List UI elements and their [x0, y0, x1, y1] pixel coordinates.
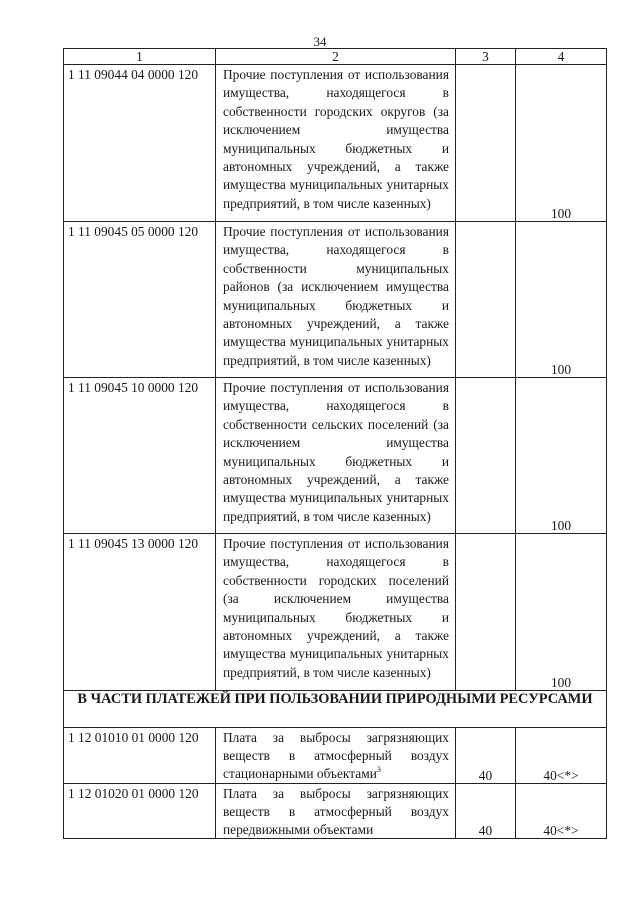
- revenue-code: 1 11 09044 04 0000 120: [64, 65, 216, 222]
- table-row: [64, 378, 607, 534]
- page-number: 34: [313, 34, 327, 49]
- description-text: Плата за выбросы загрязняющих веществ в атмосферный воздух стационарными объектами: [223, 730, 449, 781]
- revenue-description: [216, 728, 456, 784]
- revenue-description: Прочие поступления от использования имущества, находящегося в собственности городских округов (за исключением имущества муниципальных бюджетных и автономных учреждений, а также имущества муниципальных унитарных предприятий, в том числе казенных): [216, 65, 456, 222]
- revenue-description: Прочие поступления от использования имущества, находящегося в собственности муниципальных районов (за исключением имущества муниципальных бюджетных и автономных учреждений, а также имущества муниципальных унитарных предприятий, в том числе казенных): [216, 222, 456, 378]
- table-row: [64, 784, 607, 839]
- table-row: [64, 728, 607, 784]
- footnote-marker: 3: [376, 764, 381, 774]
- revenue-code: 1 12 01020 01 0000 120: [64, 784, 216, 839]
- revenue-code: 1 11 09045 10 0000 120: [64, 378, 216, 534]
- table-header-row: [64, 49, 607, 65]
- value-col3: [456, 222, 516, 378]
- value-col3: [456, 534, 516, 691]
- revenue-code: 1 11 09045 05 0000 120: [64, 222, 216, 378]
- section-title: В ЧАСТИ ПЛАТЕЖЕЙ ПРИ ПОЛЬЗОВАНИИ ПРИРОДНЫМИ РЕСУРСАМИ: [64, 691, 607, 728]
- value-col4: 100: [516, 534, 607, 691]
- section-header-row: [64, 691, 607, 728]
- revenue-code: 1 12 01010 01 0000 120: [64, 728, 216, 784]
- revenue-description: Прочие поступления от использования имущества, находящегося в собственности городских поселений (за исключением имущества муниципальных бюджетных и автономных учреждений, а также имущества муниципальных унитарных предприятий, в том числе казенных): [216, 534, 456, 691]
- revenue-table: [63, 48, 607, 839]
- value-col4: 100: [516, 65, 607, 222]
- header-cell-2: 2: [216, 49, 456, 65]
- value-col4: 40<*>: [516, 784, 607, 839]
- value-col4: 100: [516, 222, 607, 378]
- revenue-code: 1 11 09045 13 0000 120: [64, 534, 216, 691]
- value-col4: 100: [516, 378, 607, 534]
- table-row: [64, 65, 607, 222]
- value-col4: 40<*>: [516, 728, 607, 784]
- value-col3: 40: [456, 784, 516, 839]
- revenue-description: Плата за выбросы загрязняющих веществ в атмосферный воздух передвижными объектами: [216, 784, 456, 839]
- value-col3: [456, 378, 516, 534]
- value-col3: 40: [456, 728, 516, 784]
- header-cell-3: 3: [456, 49, 516, 65]
- header-cell-1: 1: [64, 49, 216, 65]
- table-row: [64, 534, 607, 691]
- revenue-description: Прочие поступления от использования имущества, находящегося в собственности сельских поселений (за исключением имущества муниципальных бюджетных и автономных учреждений, а также имущества муниципальных унитарных предприятий, в том числе казенных): [216, 378, 456, 534]
- table-row: [64, 222, 607, 378]
- value-col3: [456, 65, 516, 222]
- header-cell-4: 4: [516, 49, 607, 65]
